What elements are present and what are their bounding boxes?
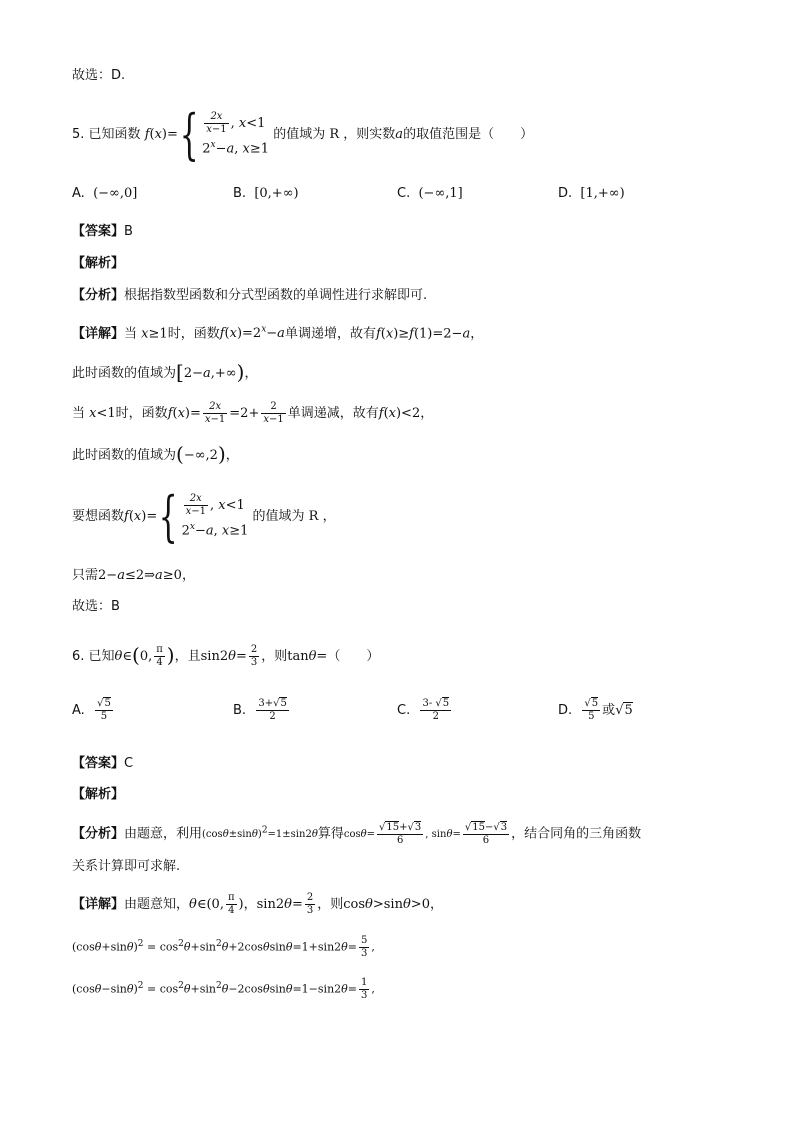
- q6-option-b: B. $\frac{3+√5}{2}$: [233, 698, 287, 722]
- option-label: B.: [233, 703, 247, 718]
- q5-number: 5. 已知函数: [72, 127, 141, 142]
- q5-tail3: 的取值范围是（ ）: [403, 127, 534, 142]
- q5-option-b: [233, 186, 299, 201]
- text: 时，函数: [167, 326, 220, 342]
- text: 时，函数: [115, 406, 168, 421]
- text: 当: [72, 406, 86, 421]
- text: 要想函数: [72, 509, 125, 524]
- question-5: 5. 已知函数 f(x)={ $\frac{2x}{x-1}$ , x<1 $2^x-a$, x≥1 的值域为 R ，则实数a的取值范围是（ ）: [72, 102, 534, 166]
- q5-detail-2: 此时函数的值域为[2−a,+∞)，: [72, 360, 258, 384]
- text: 算得: [317, 826, 344, 842]
- question-6: 6. 已知θ∈(0, $\frac{\pi}{4}$ )，且sin2θ= $\frac{2}{3}$ ，则tanθ=（ ）: [72, 643, 380, 668]
- q5-option-d: [558, 186, 625, 201]
- text: 或: [602, 703, 616, 718]
- q5-detail-5: 要想函数f(x)={ $\frac{2x}{x-1}$ , x<1 $2^x-a$, x≥1 的值域为 R ，: [72, 484, 336, 548]
- q6-detail-3: $(\cos\theta-\sin\theta)^2 = \cos^2\theta+\sin^2\theta-2\cos\theta\sin\theta=1-\sin 2\theta=$ $\frac{1}{3}$ ,: [72, 977, 375, 1002]
- q6-option-d: D. $\frac{√5}{5}$ 或√5: [558, 698, 633, 722]
- option-label: A.: [72, 703, 85, 718]
- text: 由题意知，: [124, 897, 190, 912]
- detail-tag: 【详解】: [72, 897, 125, 912]
- text: 的值域为: [252, 509, 305, 524]
- text: 此时函数的值域为: [72, 448, 177, 463]
- option-label: D.: [558, 186, 573, 201]
- q5-option-a: [72, 186, 137, 201]
- fenxi-tag: 【分析】: [72, 826, 125, 842]
- q5-analysis-tag: 【解析】: [72, 256, 125, 271]
- text: ，: [243, 897, 257, 912]
- q5-tail2: ，则实数: [343, 127, 396, 142]
- q6-fenxi: 【分析】由题意，利用$(\cos\theta\pm\sin\theta)^2=1\pm\sin 2\theta$算得cosθ= $\frac{√15+√3}{6}$ , sinθ= $\frac{√15-√3}{6}$ ，结合同角的三角函数: [72, 822, 642, 847]
- q6-detail-1: 【详解】由题意知，θ∈(0, $\frac{\pi}{4}$ )，sin2θ= $\frac{2}{3}$ ，则cosθ>sinθ>0，: [72, 892, 443, 916]
- q5-fenxi: [72, 286, 427, 306]
- text: ，结合同角的三角函数: [511, 826, 642, 842]
- answer-tag: 【答案】: [72, 756, 125, 771]
- q5-option-c: [397, 186, 463, 201]
- q5-detail-3: 当 x<1时，函数f(x)= $\frac{2x}{x-1}$ =2+ $\frac{2}{x-1}$ 单调递减，故有f(x)<2，: [72, 401, 434, 425]
- q5-tail: 的值域为: [273, 127, 326, 142]
- option-value: [1,+∞): [580, 186, 625, 201]
- q6-option-a: A. $\frac{√5}{5}$: [72, 698, 111, 722]
- q5-detail-6: 只需2−a≤2⇒a≥0，: [72, 568, 195, 583]
- q6-detail-2: $(\cos\theta+\sin\theta)^2 = \cos^2\theta+\sin^2\theta+2\cos\theta\sin\theta=1+\sin 2\theta=$ $\frac{5}{3}$ ,: [72, 935, 375, 960]
- detail-tag: 【详解】: [72, 326, 125, 342]
- q6-number: 6. 已知: [72, 649, 115, 664]
- q6-fenxi-2: 关系计算即可求解.: [72, 859, 181, 874]
- answer-tag: 【答案】: [72, 224, 125, 239]
- text: ，则: [317, 897, 344, 912]
- fenxi-tag: 【分析】: [72, 288, 125, 303]
- text: ，则: [261, 649, 288, 664]
- text: 当: [124, 326, 138, 342]
- q5-answer: [72, 222, 133, 242]
- answer-value: C: [124, 756, 134, 771]
- option-label: C.: [397, 186, 411, 201]
- previous-answer: 故选：D.: [72, 68, 126, 83]
- option-label: B.: [233, 186, 247, 201]
- option-label: D.: [558, 703, 573, 718]
- option-value: [0,+∞): [254, 186, 299, 201]
- q5-final: 故选：B: [72, 599, 120, 614]
- option-value: (−∞,1]: [418, 186, 463, 201]
- text: ，且: [174, 649, 201, 664]
- q6-answer: [72, 754, 133, 774]
- text: 单调递增，故有: [284, 326, 376, 342]
- text: 只需: [72, 568, 99, 583]
- option-label: C.: [397, 703, 411, 718]
- option-label: A.: [72, 186, 85, 201]
- q5-detail-4: 此时函数的值域为(−∞,2)，: [72, 442, 239, 466]
- fenxi-text: 根据指数型函数和分式型函数的单调性进行求解即可.: [124, 288, 428, 303]
- q6-analysis-tag: 【解析】: [72, 787, 125, 802]
- text: 此时函数的值域为: [72, 366, 177, 381]
- answer-value: B: [124, 224, 133, 239]
- option-value: (−∞,0]: [93, 186, 138, 201]
- q6-option-c: C. $\frac{3- √5}{2}$: [397, 698, 450, 722]
- q5-detail-1: 【详解】当 x≥1时，函数$f(x)=2^x-a$单调递增，故有f(x)≥f(1)=2−a，: [72, 325, 484, 342]
- text: 单调递减，故有: [287, 406, 379, 421]
- text: （ ）: [327, 649, 380, 664]
- text: 由题意，利用: [124, 826, 203, 842]
